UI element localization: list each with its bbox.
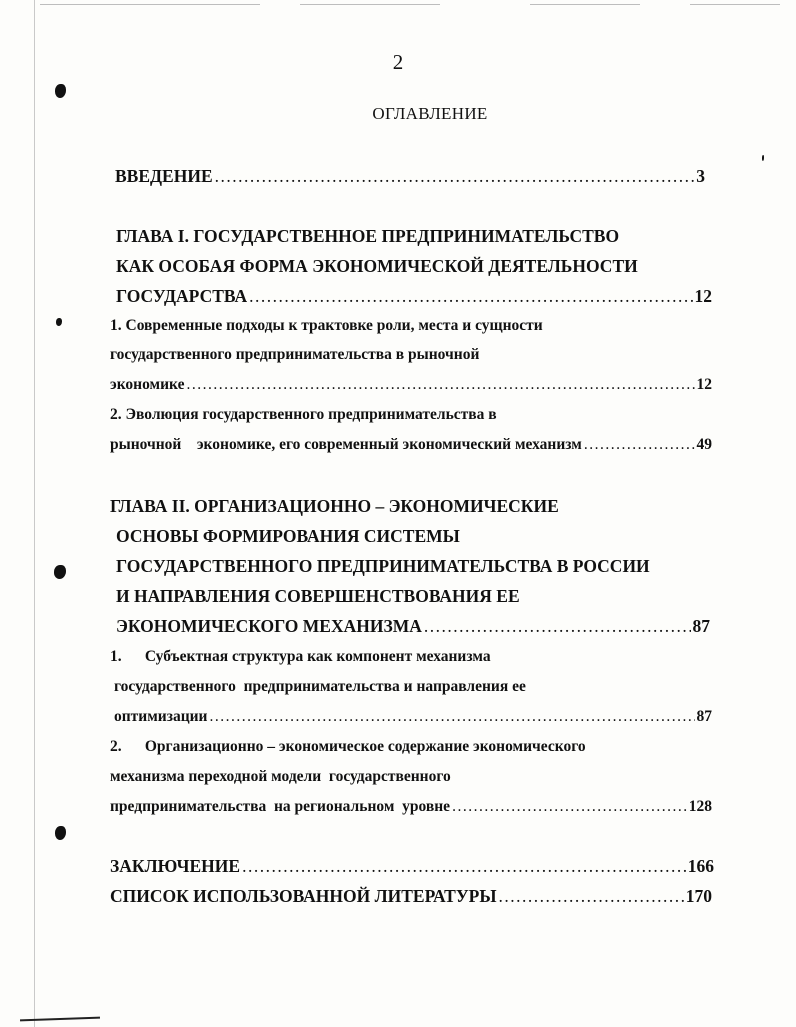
toc-label: рыночной экономике, его современный экономический механизм	[110, 436, 582, 453]
toc-page: 12	[694, 286, 712, 306]
section-1-1-line: 1. Современные подходы к трактовке роли, места и сущности	[110, 317, 543, 334]
toc-entry-chapter1	[116, 286, 712, 307]
toc-page: 87	[692, 616, 710, 636]
scan-edge-bottom	[20, 1017, 100, 1022]
scan-edge-top	[690, 4, 780, 5]
toc-entry-section-2-1	[114, 708, 712, 726]
toc-entry-section-2-2	[110, 798, 712, 816]
punch-hole-mark	[55, 84, 66, 98]
section-2-2-line: механизма переходной модели государственного	[110, 768, 451, 785]
section-2-1-line: государственного предпринимательства и направления ее	[114, 678, 526, 695]
scan-edge-top	[530, 4, 640, 5]
toc-page: 49	[696, 436, 712, 453]
toc-label: экономике	[110, 376, 185, 393]
chapter2-title-line: ОСНОВЫ ФОРМИРОВАНИЯ СИСТЕМЫ	[116, 526, 460, 546]
toc-leader	[215, 166, 695, 187]
toc-leader	[249, 286, 692, 307]
section-1-1-line: государственного предпринимательства в рыночной	[110, 346, 480, 363]
toc-label: ГОСУДАРСТВА	[116, 286, 248, 306]
page-title: ОГЛАВЛЕНИЕ	[372, 104, 488, 123]
punch-hole-mark	[56, 318, 62, 326]
scan-edge-left	[34, 0, 35, 1027]
chapter2-title-line: И НАПРАВЛЕНИЯ СОВЕРШЕНСТВОВАНИЯ ЕЕ	[116, 586, 520, 606]
scan-edge-top	[300, 4, 440, 5]
toc-page: 3	[696, 166, 705, 186]
chapter2-title-line: ГЛАВА II. ОРГАНИЗАЦИОННО – ЭКОНОМИЧЕСКИЕ	[110, 496, 559, 516]
chapter1-title-line: ГЛАВА I. ГОСУДАРСТВЕННОЕ ПРЕДПРИНИМАТЕЛЬСТВО	[116, 226, 620, 246]
toc-entry-bibliography	[110, 886, 712, 907]
toc-leader	[186, 376, 694, 394]
section-1-2-line: 2. Эволюция государственного предпринимательства в	[110, 406, 497, 423]
toc-entry-conclusion	[110, 856, 714, 877]
section-2-2-line: 2. Организационно – экономическое содержание экономического	[110, 738, 586, 755]
toc-label: предпринимательства на региональном уровне	[110, 798, 451, 815]
toc-page: 87	[696, 708, 712, 725]
toc-label: ЭКОНОМИЧЕСКОГО МЕХАНИЗМА	[116, 616, 422, 636]
toc-leader	[452, 798, 687, 816]
toc-label: оптимизации	[114, 708, 208, 725]
toc-label: ВВЕДЕНИЕ	[115, 166, 213, 186]
page-number: 2	[392, 50, 404, 74]
toc-leader	[424, 616, 691, 637]
toc-label: ЗАКЛЮЧЕНИЕ	[110, 856, 241, 876]
punch-hole-mark	[55, 826, 66, 840]
punch-hole-mark	[54, 565, 66, 579]
scan-speck	[762, 155, 764, 161]
toc-entry-introduction	[115, 166, 705, 187]
toc-page: 12	[696, 376, 712, 393]
toc-entry-section-1-1	[110, 376, 712, 394]
chapter1-title-line: КАК ОСОБАЯ ФОРМА ЭКОНОМИЧЕСКОЙ ДЕЯТЕЛЬНОСТИ	[116, 256, 638, 276]
toc-leader	[584, 436, 695, 454]
section-2-1-line: 1. Субъектная структура как компонент механизма	[110, 648, 491, 665]
toc-leader	[499, 886, 684, 907]
toc-page: 128	[688, 798, 712, 815]
toc-leader	[209, 708, 694, 726]
toc-page: 166	[687, 856, 714, 876]
chapter2-title-line: ГОСУДАРСТВЕННОГО ПРЕДПРИНИМАТЕЛЬСТВА В РОССИИ	[116, 556, 650, 576]
toc-page: 170	[685, 886, 712, 906]
toc-entry-chapter2	[116, 616, 710, 637]
scan-edge-top	[40, 4, 260, 5]
toc-label: СПИСОК ИСПОЛЬЗОВАННОЙ ЛИТЕРАТУРЫ	[110, 886, 497, 906]
toc-leader	[242, 856, 686, 877]
toc-entry-section-1-2	[110, 436, 712, 454]
